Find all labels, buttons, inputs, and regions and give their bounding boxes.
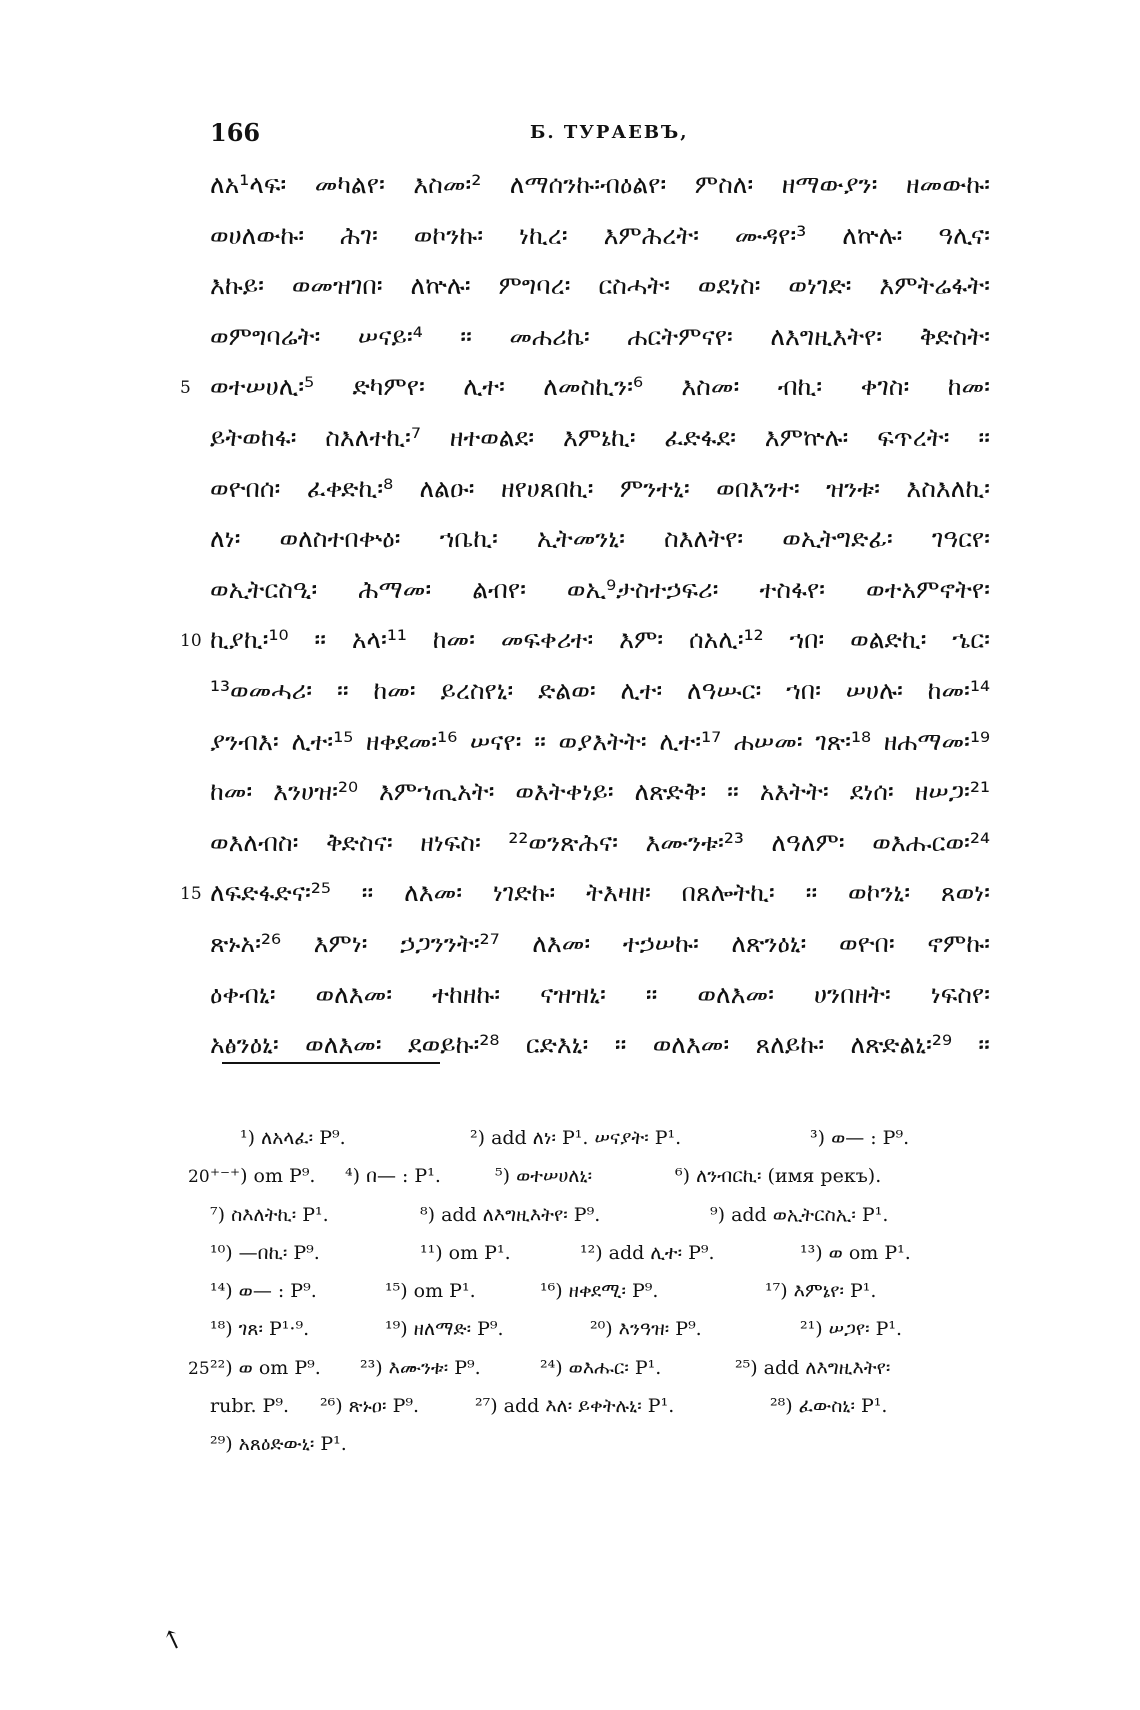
footnote-entry: ²⁵) add ለእግዚእትየ፡ — [735, 1356, 891, 1379]
line-text: ያንብእ፡ ሊተ፡¹⁵ ዘቀደመ፡¹⁶ ሠናየ፡ ። ወያእትት፡ ሊተ፡¹⁷ ሐሠመ፡ ገጽ፡¹⁸ ዘሐማመ፡¹⁹ — [210, 726, 990, 756]
text-line — [210, 322, 990, 373]
line-text: አፅንዕኒ፡ ወለእመ፡ ደወይኩ፡²⁸ ርድእኒ፡ ። ወለእመ፡ ጸለይኩ፡ ለጽድልኒ፡²⁹ ። — [210, 1030, 990, 1060]
footnote-entry: ²¹) ሠጋየ፡ P¹. — [800, 1318, 903, 1341]
footnote-entry: ¹⁸) ገጸ፡ P¹·⁹. — [210, 1318, 310, 1341]
footnote-entry: ⁺⁻⁺) om P⁹. — [210, 1165, 316, 1188]
footnote-entry: ¹⁰) —በኪ፡ P⁹. — [210, 1241, 320, 1264]
footnote-line — [210, 1242, 990, 1280]
line-text: ለፍድፋድና፡²⁵ ። ለእመ፡ ነገድኩ፡ ትእዛዘ፡ በጸሎትኪ፡ ። ወኮንኒ፡ ጸወነ፡ — [210, 878, 990, 908]
main-text — [180, 170, 990, 1081]
text-line — [210, 170, 990, 221]
line-text: ለአ¹ላፍ፡ መካልየ፡ እስመ፡² ለማሰንኩ፡ብዕልየ፡ ምስለ፡ ዘማውያን፡ ዘመውኩ፡ — [210, 170, 990, 199]
text-line — [180, 625, 990, 676]
text-line — [210, 676, 990, 727]
text-line — [180, 372, 990, 423]
line-text: እኩይ፡ ወመዝገበ፡ ለኵሉ፡ ምግባረ፡ ርስሓት፡ ወደነስ፡ ወነገድ፡ እምትሬፋት፡ — [210, 271, 990, 301]
footnote-line — [210, 1280, 990, 1318]
footnote-entry: ²⁰) እንዓዝ፡ P⁹. — [590, 1318, 702, 1341]
footnote-line — [210, 1127, 990, 1165]
text-line — [210, 727, 990, 778]
text-line — [210, 575, 990, 626]
footnote-line — [188, 1356, 990, 1395]
line-text: ¹³ወመሓሪ፡ ። ከመ፡ ይረስየኒ፡ ድልወ፡ ሊተ፡ ለዓሡር፡ ኀበ፡ ሠሀሉ፡ ከመ፡¹⁴ — [210, 675, 990, 705]
line-number: 15 — [180, 884, 202, 905]
page-number: 166 — [210, 118, 261, 147]
line-text: ለነ፡ ወለስተበቍዕ፡ ኀቤኪ፡ ኢትመንኒ፡ ስእለትየ፡ ወኢትግድፊ፡ ገዓርየ፡ — [210, 524, 990, 554]
footnote-entry: ¹⁶) ዘቀደሚ፡ P⁹. — [540, 1280, 659, 1303]
footnotes — [188, 1127, 990, 1472]
footnote-entry: ²⁶) ጽኑዐ፡ P⁹. — [320, 1395, 420, 1418]
line-text: ወተሠሀሊ፡⁵ ድካምየ፡ ሊተ፡ ለመስኪን፡⁶ እስመ፡ ብኪ፡ ቀገስ፡ ከመ፡ — [210, 372, 990, 402]
running-head: Б. ТУРАЕВЪ, — [530, 122, 689, 143]
footnote-entry: ⁸) add ለእግዚእትየ፡ P⁹. — [420, 1203, 601, 1226]
footnote-entry: ²) add ለነ፡ P¹. ሠናያት፡ P¹. — [470, 1127, 682, 1149]
line-text: ከመ፡ እንሀዝ፡²⁰ እምኀጢአት፡ ወእትቀነይ፡ ለጽድቅ፡ ። አእትት፡ ደነሰ፡ ዘሠጋ፡²¹ — [210, 777, 990, 807]
line-text: ኪያኪ፡¹⁰ ። አላ፡¹¹ ከመ፡ መፍቀሪተ፡ እም፡ ሰአሊ፡¹² ኀበ፡ ወልድኪ፡ ኄር፡ — [210, 625, 990, 655]
footnote-entry: ²⁴) ወእሑር፡ P¹. — [540, 1356, 662, 1379]
corner-mark: ↖ — [157, 1622, 189, 1658]
footnote-entry: ²⁷) add እለ፡ ይቀትሉኒ፡ P¹. — [475, 1395, 675, 1418]
line-text: ዕቀብኒ፡ ወለእመ፡ ተከዘኩ፡ ናዝዝኒ፡ ። ወለእመ፡ ሀንበዘት፡ ነፍስየ፡ — [210, 979, 990, 1009]
text-line — [210, 777, 990, 828]
footnote-line — [210, 1318, 990, 1356]
footnote-entry: rubr. P⁹. — [210, 1395, 289, 1418]
footnote-entry: ³) ወ— : P⁹. — [810, 1127, 910, 1149]
footnote-entry: ¹⁴) ወ— : P⁹. — [210, 1280, 317, 1303]
text-line — [210, 524, 990, 575]
line-text: ወዮበሰ፡ ፈቀድኪ፡⁸ ለልዑ፡ ዘየሀጸበኪ፡ ምንተኒ፡ ወበእንተ፡ ዝንቱ፡ እስእለኪ፡ — [210, 473, 990, 503]
footnote-entry: ¹¹) om P¹. — [420, 1241, 511, 1264]
footnote-entry: ⁶) ለንብርኪ፡ (имя рекъ). — [675, 1165, 882, 1188]
text-line — [210, 221, 990, 272]
text-line — [210, 1030, 990, 1081]
footnote-entry: ¹⁹) ዘለማድ፡ P⁹. — [385, 1318, 504, 1341]
line-number: 20 — [188, 1167, 210, 1188]
footnote-entry: ⁵) ወተሠሀለኒ፡ — [495, 1165, 593, 1188]
line-text: ወኢትርስዒ፡ ሕማመ፡ ልብየ፡ ወኢ⁹ታስተኃፍሪ፡ ተስፋየ፡ ወተአምኖትየ፡ — [210, 574, 990, 604]
footnote-entry: ⁷) ስእለትኪ፡ P¹. — [210, 1203, 329, 1226]
line-text: ጽኑአ፡²⁶ እምነ፡ ኃጋንንት፡²⁷ ለእመ፡ ተኃሠኩ፡ ለጽንዕኒ፡ ወዮበ፡ ኖምኩ፡ — [210, 928, 990, 958]
line-number: 10 — [180, 631, 202, 652]
text-line — [210, 828, 990, 879]
footnote-line — [210, 1204, 990, 1242]
footnote-entry: ¹⁵) om P¹. — [385, 1280, 476, 1303]
footnote-entry: ¹³) ወ om P¹. — [800, 1241, 911, 1264]
text-line — [210, 271, 990, 322]
line-number: 5 — [180, 378, 191, 399]
line-number: 25 — [188, 1358, 210, 1379]
footnote-entry: ¹⁷) እምኔየ፡ P¹. — [765, 1280, 877, 1303]
text-line — [210, 980, 990, 1031]
footnote-entry: ¹²) add ሊተ፡ P⁹. — [580, 1241, 715, 1264]
footnote-entry: ¹) ለአላፈ፡ P⁹. — [240, 1127, 346, 1149]
footnote-line — [210, 1433, 990, 1471]
footnote-line — [210, 1395, 990, 1433]
footnote-rule — [222, 1062, 440, 1064]
page-header — [210, 118, 990, 152]
footnote-entry: ⁴) በ— : P¹. — [345, 1165, 441, 1188]
text-line — [210, 929, 990, 980]
footnote-line — [188, 1165, 990, 1203]
footnote-entry: ²³) እሙንቱ፡ P⁹. — [360, 1356, 481, 1379]
footnote-entry: ²²) ወ om P⁹. — [210, 1356, 321, 1379]
line-text: ወምግባሬት፡ ሠናይ፡⁴ ። መሐሪኬ፡ ሐርትምናየ፡ ለእግዚእትየ፡ ቅድስት፡ — [210, 321, 990, 351]
text-line — [210, 423, 990, 474]
line-text: ወሀለውኩ፡ ሕገ፡ ወኮንኩ፡ ነኪረ፡ እምሕረት፡ ሙዳየ፡³ ለኵሉ፡ ዓሊና፡ — [210, 220, 990, 250]
text-line — [180, 878, 990, 929]
footnote-entry: ²⁸) ፈውስኒ፡ P¹. — [770, 1395, 888, 1418]
line-text: ይትወከፋ፡ ስእለተኪ፡⁷ ዘተወልደ፡ እምኔኪ፡ ፈድፋደ፡ እምኵሉ፡ ፍጥረት፡ ። — [210, 422, 990, 452]
text-line — [210, 474, 990, 525]
line-text: ወእለብስ፡ ቅድስና፡ ዘነፍስ፡ ²²ወንጽሕና፡ እሙንቱ፡²³ ለዓለም፡ ወእሑርወ፡²⁴ — [210, 827, 990, 857]
footnote-entry: ²⁹) አጸዕድውኒ፡ P¹. — [210, 1433, 347, 1456]
footnote-entry: ⁹) add ወኢትርስኢ፡ P¹. — [710, 1203, 889, 1226]
